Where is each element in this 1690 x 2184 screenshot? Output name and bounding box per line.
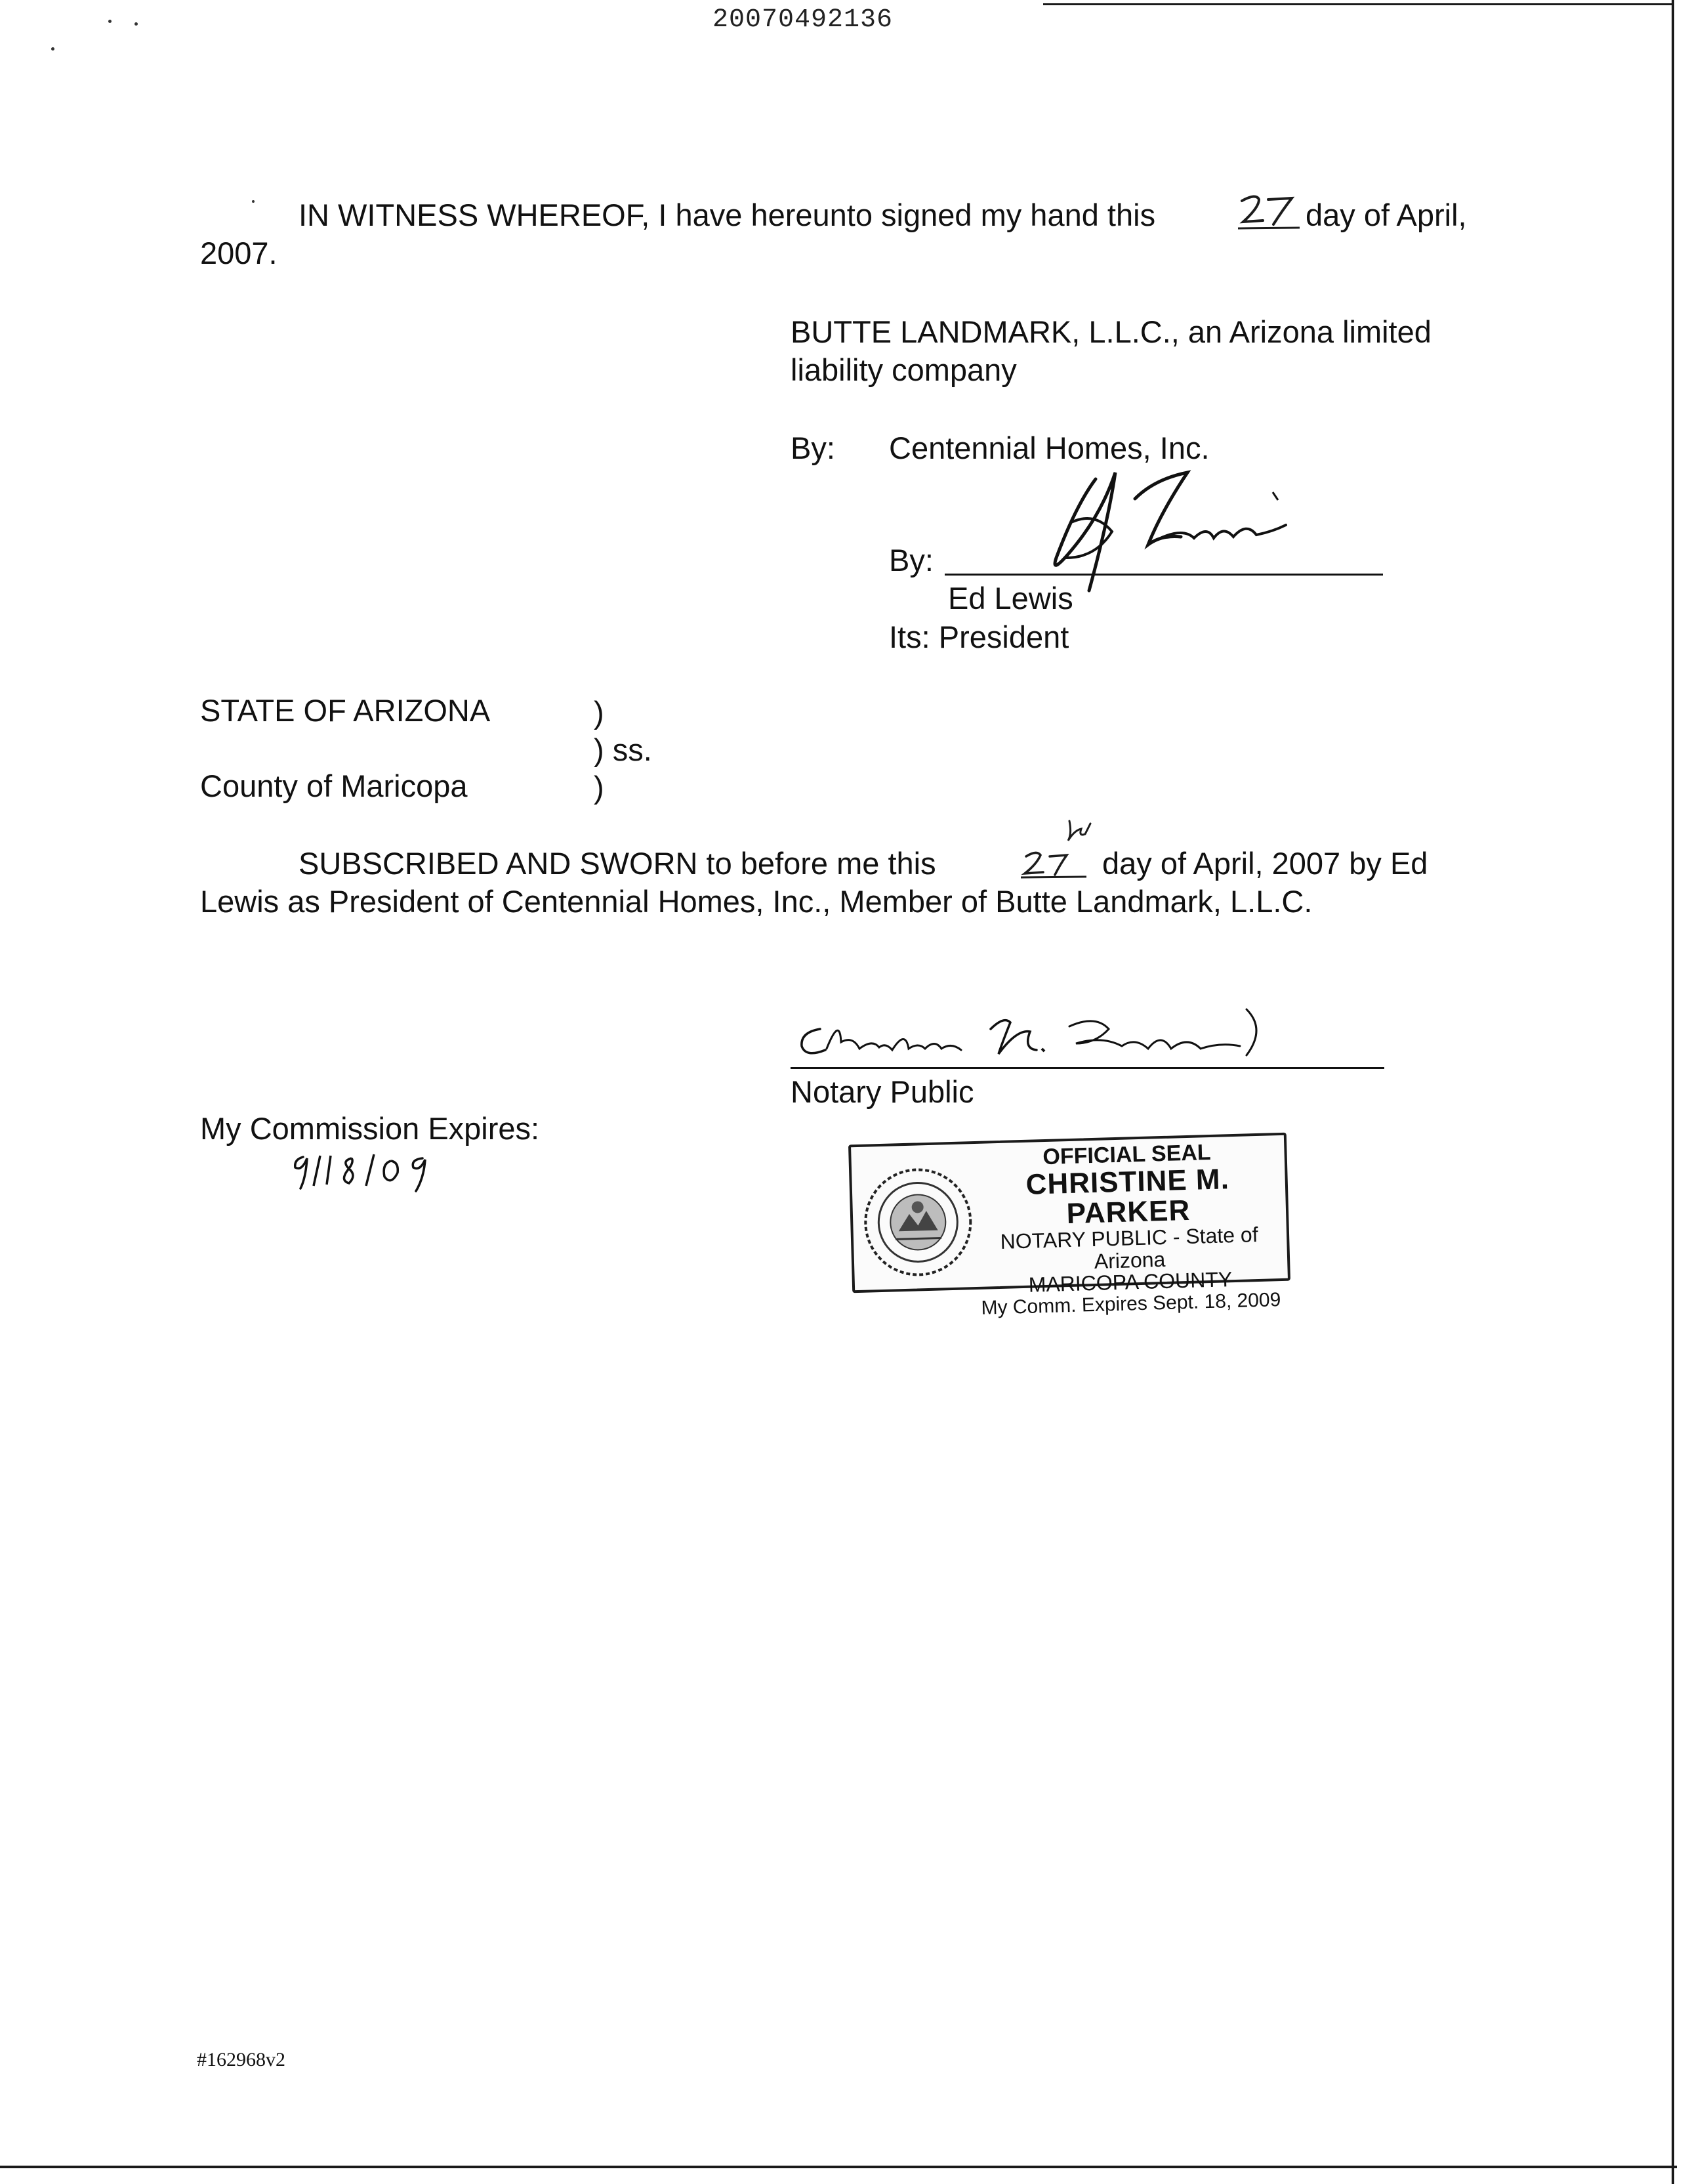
state-seal-icon xyxy=(861,1165,976,1283)
sworn-line-2: Lewis as President of Centennial Homes, Inc., Member of Butte Landmark, L.L.C. xyxy=(200,884,1313,919)
stamp-line-1: OFFICIAL SEAL xyxy=(1042,1139,1212,1170)
stamp-line-4: MARICOPA COUNTY xyxy=(1028,1267,1233,1297)
notary-stamp xyxy=(848,1133,1290,1319)
top-rule xyxy=(1043,3,1673,5)
notary-label: Notary Public xyxy=(791,1074,974,1109)
by-entity: Centennial Homes, Inc. xyxy=(889,430,1210,465)
scan-speck xyxy=(134,22,138,26)
company-line-2: liability company xyxy=(791,352,1017,387)
sworn-day-handwritten xyxy=(1021,817,1101,883)
company-line-1: BUTTE LANDMARK, L.L.C., an Arizona limited xyxy=(791,314,1432,349)
stamp-line-5: My Comm. Expires Sept. 18, 2009 xyxy=(981,1288,1281,1319)
scan-edge-right xyxy=(1672,0,1674,2184)
venue-paren-3: ) xyxy=(594,770,604,805)
signer-name: Ed Lewis xyxy=(948,581,1073,616)
venue-ss: ) ss. xyxy=(594,732,652,767)
witness-line: IN WITNESS WHEREOF, I have hereunto signed my hand this xyxy=(299,198,1156,232)
notary-signature-line xyxy=(791,1067,1384,1069)
signer-title: Its: President xyxy=(889,620,1069,654)
state-label: STATE OF ARIZONA xyxy=(200,693,491,728)
notary-signature xyxy=(794,1003,1306,1066)
by-label-2: By: xyxy=(889,543,934,578)
record-number: 20070492136 xyxy=(712,5,894,35)
scan-speck xyxy=(108,20,112,23)
stamp-line-3: NOTARY PUBLIC - State of Arizona xyxy=(1000,1223,1259,1273)
scan-speck xyxy=(51,47,54,51)
sworn-line-1-end: day of April, 2007 by Ed xyxy=(1102,846,1428,881)
county-label: County of Maricopa xyxy=(200,768,468,803)
commission-label: My Commission Expires: xyxy=(200,1111,540,1146)
commission-date-handwritten xyxy=(289,1145,446,1198)
by-label: By: xyxy=(791,430,835,465)
venue-paren-1: ) xyxy=(594,695,604,730)
scan-edge-bottom xyxy=(0,2166,1677,2168)
scan-speck xyxy=(252,200,255,203)
witness-line-end: day of April, xyxy=(1306,198,1467,232)
witness-day-handwritten xyxy=(1237,192,1302,232)
sworn-line-1-start: SUBSCRIBED AND SWORN to before me this xyxy=(299,846,936,881)
witness-year: 2007. xyxy=(200,236,278,270)
footer-code: #162968v2 xyxy=(197,2049,285,2070)
stamp-line-2: CHRISTINE M. PARKER xyxy=(1025,1162,1230,1230)
